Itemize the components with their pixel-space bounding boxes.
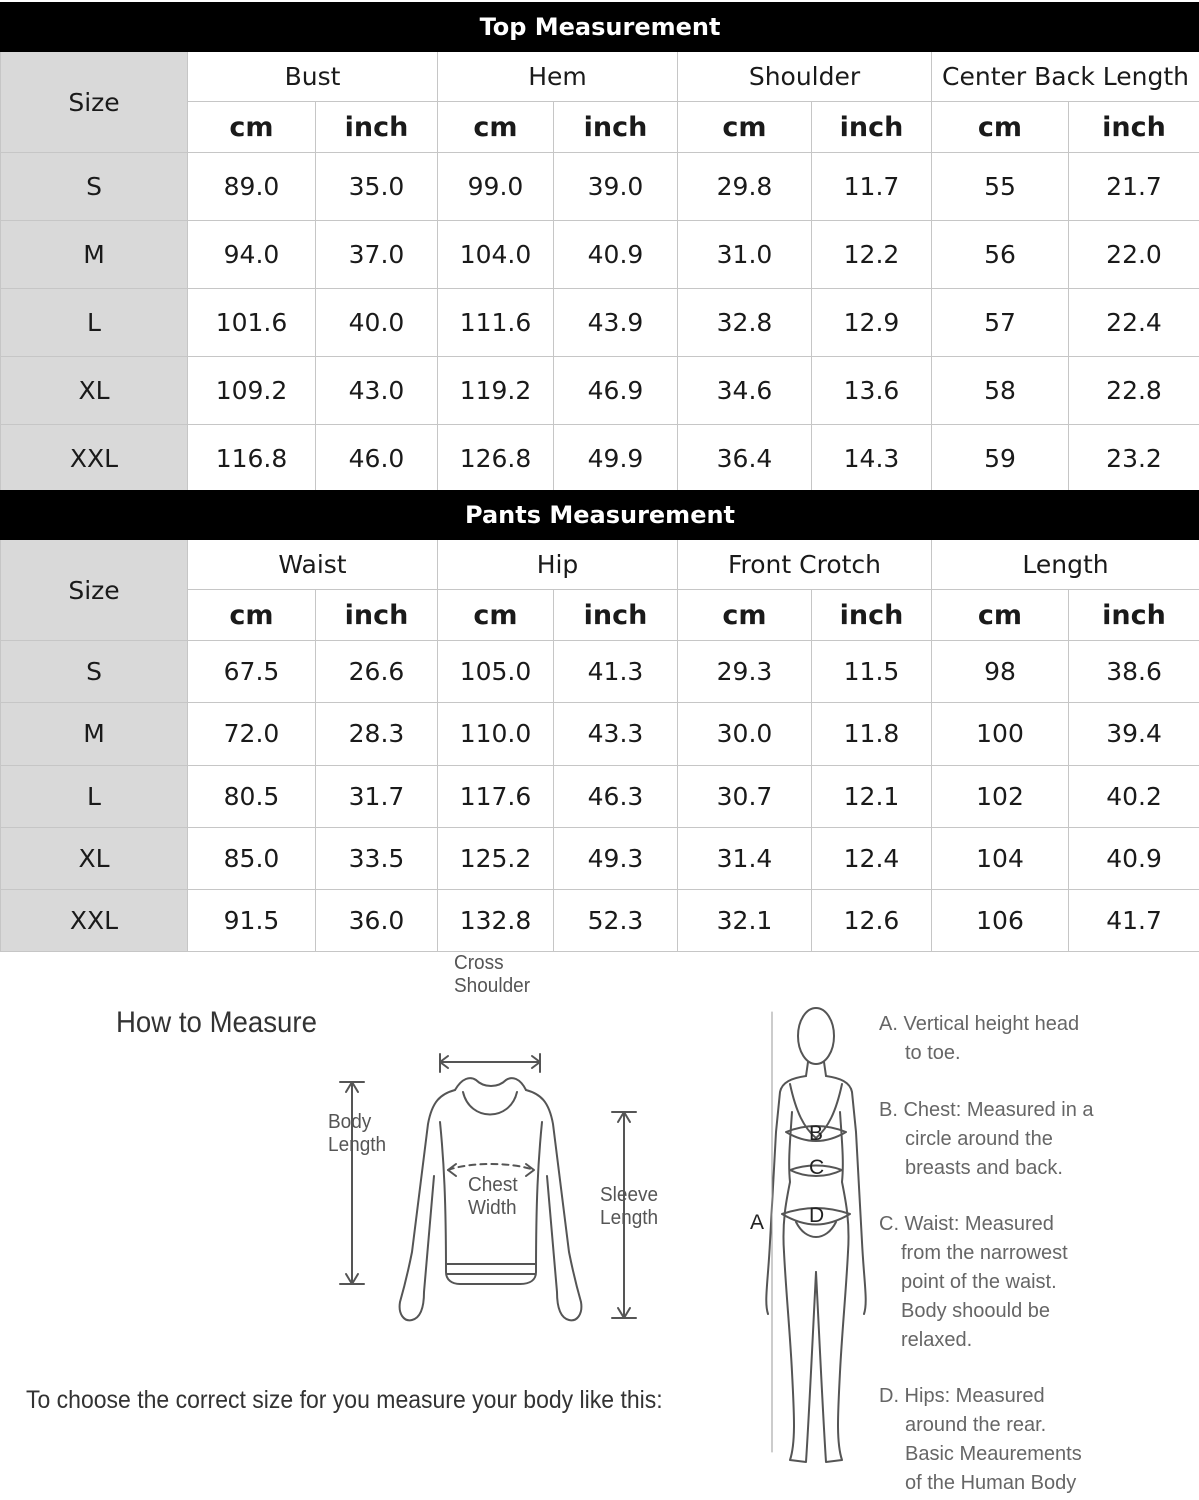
size-cell: L bbox=[1, 289, 188, 357]
note-line: A. Vertical height head bbox=[879, 1013, 1080, 1035]
group-header-shoulder: Shoulder bbox=[678, 52, 932, 102]
value-cell: 21.7 bbox=[1069, 153, 1199, 221]
value-cell: 40.9 bbox=[554, 221, 678, 289]
group-header-length: Length bbox=[932, 540, 1199, 590]
value-cell: 31.4 bbox=[678, 827, 812, 889]
note-line: of the Human Body bbox=[905, 1472, 1077, 1494]
value-cell: 56 bbox=[932, 221, 1069, 289]
value-cell: 46.3 bbox=[554, 765, 678, 827]
chest-width-label-line: Chest bbox=[468, 1174, 518, 1196]
sleeve-length-label bbox=[600, 1184, 658, 1230]
value-cell: 41.7 bbox=[1069, 889, 1199, 951]
note-line: point of the waist. bbox=[901, 1271, 1057, 1293]
value-cell: 117.6 bbox=[438, 765, 554, 827]
value-cell: 29.3 bbox=[678, 641, 812, 703]
note-d bbox=[879, 1382, 1139, 1498]
group-header-bust: Bust bbox=[188, 52, 438, 102]
value-cell: 104.0 bbox=[438, 221, 554, 289]
value-cell: 104 bbox=[932, 827, 1069, 889]
value-cell: 110.0 bbox=[438, 703, 554, 765]
value-cell: 22.4 bbox=[1069, 289, 1199, 357]
value-cell: 14.3 bbox=[812, 425, 932, 493]
value-cell: 94.0 bbox=[188, 221, 316, 289]
body-figure bbox=[766, 1008, 865, 1462]
value-cell: 38.6 bbox=[1069, 641, 1199, 703]
value-cell: 12.2 bbox=[812, 221, 932, 289]
cross-shoulder-label bbox=[454, 952, 530, 998]
value-cell: 11.7 bbox=[812, 153, 932, 221]
cross-shoulder-label-line: Shoulder bbox=[454, 975, 531, 997]
value-cell: 91.5 bbox=[188, 889, 316, 951]
unit-header: inch bbox=[554, 590, 678, 641]
value-cell: 106 bbox=[932, 889, 1069, 951]
note-a bbox=[879, 1010, 1139, 1068]
value-cell: 11.8 bbox=[812, 703, 932, 765]
body-length-label-line: Length bbox=[328, 1134, 387, 1156]
value-cell: 98 bbox=[932, 641, 1069, 703]
body-letter-c: C bbox=[809, 1156, 825, 1179]
group-header-hem: Hem bbox=[438, 52, 678, 102]
note-line: to toe. bbox=[905, 1042, 961, 1064]
value-cell: 36.4 bbox=[678, 425, 812, 493]
value-cell: 57 bbox=[932, 289, 1069, 357]
table-row bbox=[1, 827, 1199, 889]
table-row bbox=[1, 703, 1199, 765]
size-cell: S bbox=[1, 641, 188, 703]
unit-header: inch bbox=[812, 102, 932, 153]
choose-size-instruction: To choose the correct size for you measure your body like this: bbox=[26, 1386, 663, 1414]
sleeve-length-label-line: Sleeve bbox=[600, 1184, 659, 1206]
note-line: B. Chest: Measured in a bbox=[879, 1099, 1094, 1121]
body-letter-d: D bbox=[809, 1204, 825, 1227]
value-cell: 105.0 bbox=[438, 641, 554, 703]
value-cell: 32.8 bbox=[678, 289, 812, 357]
size-cell: M bbox=[1, 221, 188, 289]
value-cell: 35.0 bbox=[316, 153, 438, 221]
value-cell: 125.2 bbox=[438, 827, 554, 889]
unit-header: inch bbox=[316, 590, 438, 641]
size-cell: S bbox=[1, 153, 188, 221]
value-cell: 12.6 bbox=[812, 889, 932, 951]
value-cell: 80.5 bbox=[188, 765, 316, 827]
value-cell: 31.7 bbox=[316, 765, 438, 827]
value-cell: 41.3 bbox=[554, 641, 678, 703]
value-cell: 43.0 bbox=[316, 357, 438, 425]
value-cell: 59 bbox=[932, 425, 1069, 493]
table-row bbox=[1, 425, 1199, 493]
value-cell: 111.6 bbox=[438, 289, 554, 357]
value-cell: 46.0 bbox=[316, 425, 438, 493]
body-length-label-line: Body bbox=[328, 1111, 372, 1133]
value-cell: 52.3 bbox=[554, 889, 678, 951]
value-cell: 22.0 bbox=[1069, 221, 1199, 289]
value-cell: 12.4 bbox=[812, 827, 932, 889]
value-cell: 30.0 bbox=[678, 703, 812, 765]
size-cell: L bbox=[1, 765, 188, 827]
size-cell: XL bbox=[1, 827, 188, 889]
body-length-label bbox=[328, 1111, 386, 1157]
note-line: circle around the bbox=[905, 1128, 1053, 1150]
value-cell: 39.4 bbox=[1069, 703, 1199, 765]
note-line: D. Hips: Measured bbox=[879, 1385, 1045, 1407]
value-cell: 58 bbox=[932, 357, 1069, 425]
value-cell: 49.9 bbox=[554, 425, 678, 493]
unit-header: cm bbox=[438, 102, 554, 153]
value-cell: 33.5 bbox=[316, 827, 438, 889]
body-letter-b: B bbox=[809, 1122, 824, 1145]
note-line: breasts and back. bbox=[905, 1157, 1063, 1179]
value-cell: 23.2 bbox=[1069, 425, 1199, 493]
value-cell: 28.3 bbox=[316, 703, 438, 765]
unit-header: cm bbox=[932, 102, 1069, 153]
value-cell: 109.2 bbox=[188, 357, 316, 425]
note-line: C. Waist: Measured bbox=[879, 1213, 1054, 1235]
unit-header: cm bbox=[188, 102, 316, 153]
value-cell: 30.7 bbox=[678, 765, 812, 827]
value-cell: 101.6 bbox=[188, 289, 316, 357]
cross-shoulder-label-line: Cross bbox=[454, 952, 504, 974]
unit-header: inch bbox=[1069, 590, 1199, 641]
pants-table-title: Pants Measurement bbox=[1, 491, 1199, 540]
group-header-waist: Waist bbox=[188, 540, 438, 590]
size-cell: XL bbox=[1, 357, 188, 425]
value-cell: 12.9 bbox=[812, 289, 932, 357]
table-row bbox=[1, 641, 1199, 703]
unit-header: cm bbox=[188, 590, 316, 641]
note-line: around the rear. bbox=[905, 1414, 1047, 1436]
unit-header: cm bbox=[678, 102, 812, 153]
value-cell: 13.6 bbox=[812, 357, 932, 425]
value-cell: 99.0 bbox=[438, 153, 554, 221]
value-cell: 85.0 bbox=[188, 827, 316, 889]
body-letter-a: A bbox=[750, 1211, 765, 1234]
value-cell: 119.2 bbox=[438, 357, 554, 425]
measure-notes bbox=[879, 952, 1179, 1500]
pants-measurement-table bbox=[0, 490, 1199, 952]
note-line: Body shoould be bbox=[901, 1300, 1051, 1322]
top-measurement-table bbox=[0, 2, 1199, 493]
value-cell: 37.0 bbox=[316, 221, 438, 289]
table-row bbox=[1, 357, 1199, 425]
unit-header: cm bbox=[678, 590, 812, 641]
note-line: Basic Meaurements bbox=[905, 1443, 1082, 1465]
unit-header: cm bbox=[438, 590, 554, 641]
value-cell: 116.8 bbox=[188, 425, 316, 493]
note-c bbox=[879, 1210, 1139, 1355]
value-cell: 43.3 bbox=[554, 703, 678, 765]
value-cell: 39.0 bbox=[554, 153, 678, 221]
unit-header: inch bbox=[1069, 102, 1199, 153]
group-header-hip: Hip bbox=[438, 540, 678, 590]
how-to-measure-title: How to Measure bbox=[116, 1006, 317, 1039]
table-row bbox=[1, 765, 1199, 827]
size-cell: XXL bbox=[1, 425, 188, 493]
value-cell: 31.0 bbox=[678, 221, 812, 289]
size-cell: M bbox=[1, 703, 188, 765]
unit-header: inch bbox=[316, 102, 438, 153]
group-header-center-back-length: Center Back Length bbox=[932, 52, 1199, 102]
table-row bbox=[1, 289, 1199, 357]
value-cell: 132.8 bbox=[438, 889, 554, 951]
value-cell: 26.6 bbox=[316, 641, 438, 703]
value-cell: 34.6 bbox=[678, 357, 812, 425]
unit-header: inch bbox=[812, 590, 932, 641]
size-header: Size bbox=[1, 52, 188, 153]
value-cell: 36.0 bbox=[316, 889, 438, 951]
sleeve-length-label-line: Length bbox=[600, 1207, 659, 1229]
value-cell: 100 bbox=[932, 703, 1069, 765]
unit-header: cm bbox=[932, 590, 1069, 641]
unit-header: inch bbox=[554, 102, 678, 153]
value-cell: 126.8 bbox=[438, 425, 554, 493]
value-cell: 32.1 bbox=[678, 889, 812, 951]
value-cell: 22.8 bbox=[1069, 357, 1199, 425]
note-line: relaxed. bbox=[901, 1329, 973, 1351]
note-line: from the narrowest bbox=[901, 1242, 1068, 1264]
value-cell: 40.9 bbox=[1069, 827, 1199, 889]
value-cell: 67.5 bbox=[188, 641, 316, 703]
value-cell: 102 bbox=[932, 765, 1069, 827]
table-row bbox=[1, 221, 1199, 289]
size-header: Size bbox=[1, 540, 188, 641]
value-cell: 46.9 bbox=[554, 357, 678, 425]
table-row bbox=[1, 889, 1199, 951]
value-cell: 40.0 bbox=[316, 289, 438, 357]
size-cell: XXL bbox=[1, 889, 188, 951]
value-cell: 49.3 bbox=[554, 827, 678, 889]
note-b bbox=[879, 1096, 1139, 1183]
chest-width-label bbox=[468, 1174, 518, 1220]
value-cell: 55 bbox=[932, 153, 1069, 221]
value-cell: 89.0 bbox=[188, 153, 316, 221]
value-cell: 40.2 bbox=[1069, 765, 1199, 827]
value-cell: 11.5 bbox=[812, 641, 932, 703]
value-cell: 43.9 bbox=[554, 289, 678, 357]
chest-width-label-line: Width bbox=[468, 1197, 517, 1219]
top-table-title: Top Measurement bbox=[1, 3, 1199, 52]
value-cell: 12.1 bbox=[812, 765, 932, 827]
table-row bbox=[1, 153, 1199, 221]
value-cell: 29.8 bbox=[678, 153, 812, 221]
group-header-front-crotch: Front Crotch bbox=[678, 540, 932, 590]
value-cell: 72.0 bbox=[188, 703, 316, 765]
